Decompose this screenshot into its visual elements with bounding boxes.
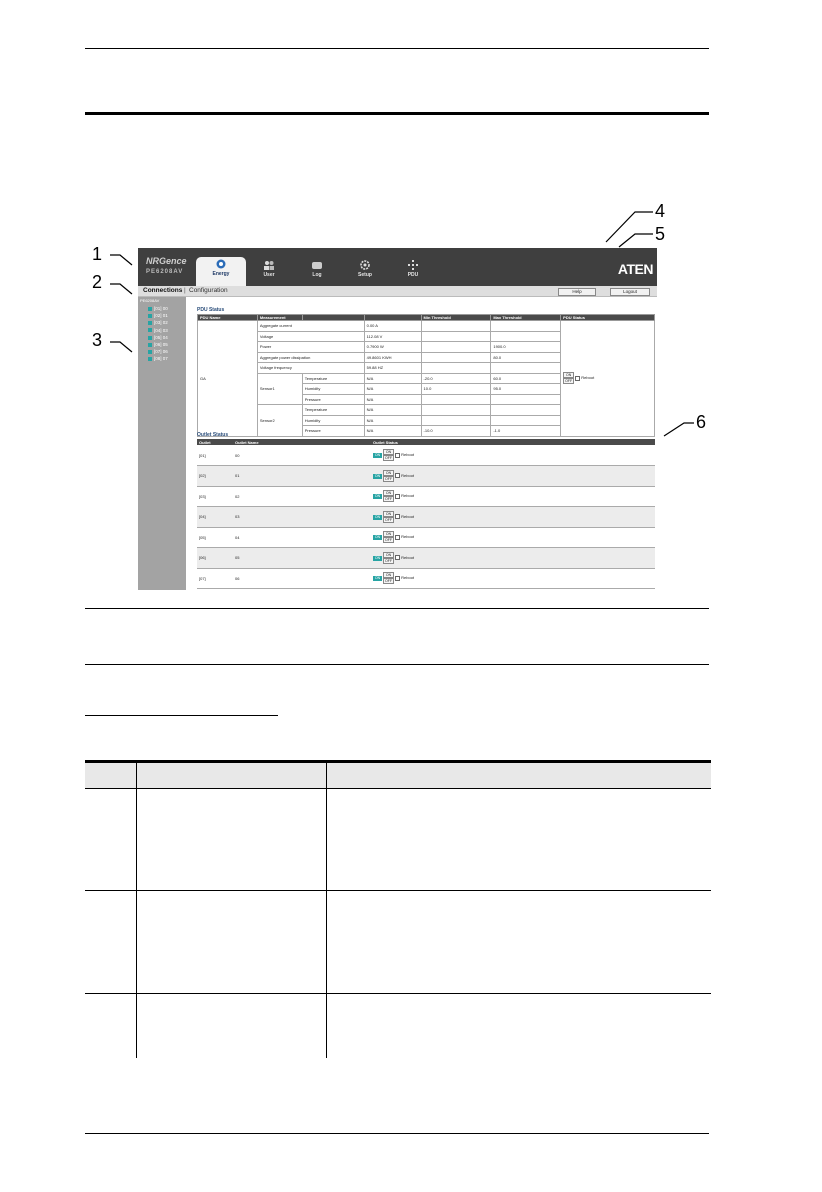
measurement-value: 0.00 A	[364, 321, 421, 332]
outlet-id: [05]	[197, 527, 233, 548]
outlet-on-button[interactable]: ON	[383, 470, 394, 476]
callout-1: 1	[92, 244, 103, 264]
outlet-reboot-label: Reboot	[401, 452, 415, 458]
measurement-value: N/A	[364, 394, 421, 405]
table-divider-1	[136, 763, 137, 1058]
help-button[interactable]: Help	[558, 288, 596, 296]
configuration-link[interactable]: Configuration	[189, 287, 228, 294]
pdu-header-max: Max Threshold	[491, 315, 561, 321]
outlet-id: [01]	[197, 445, 233, 466]
pdu-header-measurement: Measurement	[257, 315, 302, 321]
sidebar-outlet-label: [01] 00	[154, 306, 168, 311]
min-threshold-input[interactable]: 10.0	[421, 384, 491, 395]
callout-4: 4	[655, 201, 666, 221]
pdu-name-cell: GA	[198, 321, 258, 437]
measurement-value: 59.88 HZ	[364, 363, 421, 374]
measurement-value: N/A	[364, 426, 421, 437]
leader-6	[664, 423, 694, 436]
outlet-id: [04]	[197, 507, 233, 528]
sidebar-outlet-label: [07] 06	[154, 349, 168, 355]
outlet-header-name: Outlet Name	[233, 439, 371, 445]
outlet-status-title: Outlet Status	[197, 432, 229, 438]
outlet-id: [03]	[197, 486, 233, 507]
outlet-reboot-label: Reboot	[401, 513, 415, 519]
outlet-state-badge: ON	[374, 535, 381, 540]
measurement-value: N/A	[364, 384, 421, 395]
sidebar-outlet-label: [02] 01	[154, 313, 168, 319]
sidebar-outlet-label: [04] 03	[154, 327, 168, 333]
outlet-reboot-label: Reboot	[401, 534, 415, 540]
sidebar-outlet-label: [08] 07	[154, 356, 168, 362]
leader-5	[619, 234, 653, 247]
subbar-separator: |	[184, 287, 186, 294]
aten-logo: ATEN	[617, 261, 653, 277]
outlet-on-button[interactable]: ON	[383, 531, 394, 537]
measurement-name: Pressure	[302, 394, 364, 405]
sidebar-outlet-label: [03] 02	[154, 320, 168, 326]
sidebar-outlet-label: [06] 05	[154, 342, 168, 347]
outlet-name: 00	[233, 445, 371, 466]
outlet-on-button[interactable]: ON	[383, 490, 394, 496]
measurement-value: N/A	[364, 373, 421, 384]
tab-energy-label: Energy	[212, 271, 230, 277]
outlet-name: 01	[233, 466, 371, 487]
measurement-name: Aggregate current	[257, 321, 364, 332]
pdu-status-title: PDU Status	[197, 307, 225, 313]
outlet-off-button[interactable]: OFF	[385, 579, 392, 584]
outlet-on-button[interactable]: ON	[383, 552, 394, 558]
max-threshold-input[interactable]: 60.0	[491, 373, 561, 384]
outlet-id: [02]	[197, 466, 233, 487]
outlet-state-badge: ON	[374, 453, 381, 458]
measurement-name: Aggregate power dissipation	[257, 352, 364, 363]
measurement-name: Humidity	[302, 415, 364, 426]
leader-2	[110, 284, 132, 294]
outlet-name: 05	[233, 548, 371, 569]
outlet-off-button[interactable]: OFF	[385, 517, 392, 522]
max-threshold-input[interactable]: -1.0	[491, 426, 561, 437]
outlet-state-badge: ON	[374, 473, 381, 478]
product-logo: NRGence	[146, 256, 187, 266]
callout-6: 6	[696, 412, 707, 432]
outlet-name: 02	[233, 486, 371, 507]
measurement-name: Temperature	[302, 373, 364, 384]
outlet-off-button[interactable]: OFF	[385, 558, 392, 563]
tab-user-label: User	[263, 272, 275, 278]
outlet-name: 04	[233, 527, 371, 548]
product-model: PE6208AV	[146, 269, 184, 275]
table-row-rule-2	[85, 890, 711, 891]
outlet-state-badge: ON	[374, 494, 381, 499]
pdu-reboot-label: Reboot	[581, 375, 595, 381]
outlet-on-button[interactable]: ON	[383, 511, 394, 517]
outlet-state-badge: ON	[374, 576, 381, 581]
table-row-rule-1	[85, 788, 711, 789]
callout-2: 2	[92, 272, 103, 292]
tab-setup-label: Setup	[358, 272, 372, 278]
outlet-off-button[interactable]: OFF	[385, 456, 392, 460]
measurement-name: Voltage	[257, 331, 364, 342]
measurement-name: Pressure	[302, 426, 364, 437]
max-threshold-input[interactable]: 95.0	[491, 384, 561, 395]
sensor-group: Sensor1	[257, 373, 302, 405]
pdu-header-status: PDU Status	[561, 315, 655, 321]
pdu-header-min: Min Threshold	[421, 315, 491, 321]
measurement-value: 49.8601 KWH	[364, 352, 421, 363]
leader-3	[110, 342, 132, 352]
outlet-reboot-label: Reboot	[401, 472, 415, 478]
max-threshold-input[interactable]: 1900.0	[491, 342, 561, 353]
outlet-off-button[interactable]: OFF	[385, 476, 392, 481]
connections-link[interactable]: Connections	[143, 287, 183, 294]
outlet-off-button[interactable]: OFF	[385, 497, 392, 502]
min-threshold-input[interactable]: -10.0	[421, 426, 491, 437]
outlet-state-badge: ON	[374, 514, 381, 519]
sidebar-outlet-label: [05] 04	[154, 334, 168, 340]
tab-log-label: Log	[312, 272, 322, 278]
outlet-reboot-label: Reboot	[401, 575, 415, 581]
min-threshold-input[interactable]: -20.0	[421, 373, 491, 384]
tab-pdu-label: PDU	[407, 272, 419, 278]
measurement-name: Humidity	[302, 384, 364, 395]
measurement-name: Power	[257, 342, 364, 353]
outlet-id: [07]	[197, 568, 233, 589]
measurement-value: 112.08 V	[364, 331, 421, 342]
callout-3: 3	[92, 330, 103, 350]
table-divider-2	[326, 763, 327, 1058]
outlet-header-status: Outlet Status	[371, 439, 655, 445]
outlet-reboot-label: Reboot	[401, 554, 415, 560]
leader-1	[110, 255, 132, 265]
outlet-name: 03	[233, 507, 371, 528]
measurement-value: 0.7900 W	[364, 342, 421, 353]
sensor-group: Sensor2	[257, 405, 302, 437]
logout-button[interactable]: Logout	[610, 288, 650, 296]
measurement-value: N/A	[364, 405, 421, 416]
outlet-on-button[interactable]: ON	[383, 572, 394, 578]
leader-4	[606, 212, 653, 242]
outlet-reboot-label: Reboot	[401, 493, 415, 499]
outlet-name: 06	[233, 568, 371, 589]
outlet-on-button[interactable]: ON	[383, 449, 394, 455]
measurement-value: N/A	[364, 415, 421, 426]
outlet-off-button[interactable]: OFF	[385, 538, 392, 543]
measurement-name: Temperature	[302, 405, 364, 416]
description-table-header	[85, 760, 711, 788]
pdu-on-button[interactable]: ON	[563, 372, 574, 378]
table-row-rule-3	[85, 993, 711, 994]
measurement-name: Voltage frequency	[257, 363, 364, 374]
sidebar-root[interactable]: PE6208AV	[140, 298, 160, 303]
callout-5: 5	[655, 224, 666, 244]
outlet-header-outlet: Outlet	[197, 439, 233, 445]
outlet-state-badge: ON	[374, 555, 381, 560]
max-threshold-input[interactable]: 80.0	[491, 352, 561, 363]
pdu-header-name: PDU Name	[198, 315, 258, 321]
pdu-off-button[interactable]: OFF	[565, 379, 573, 384]
outlet-id: [06]	[197, 548, 233, 569]
